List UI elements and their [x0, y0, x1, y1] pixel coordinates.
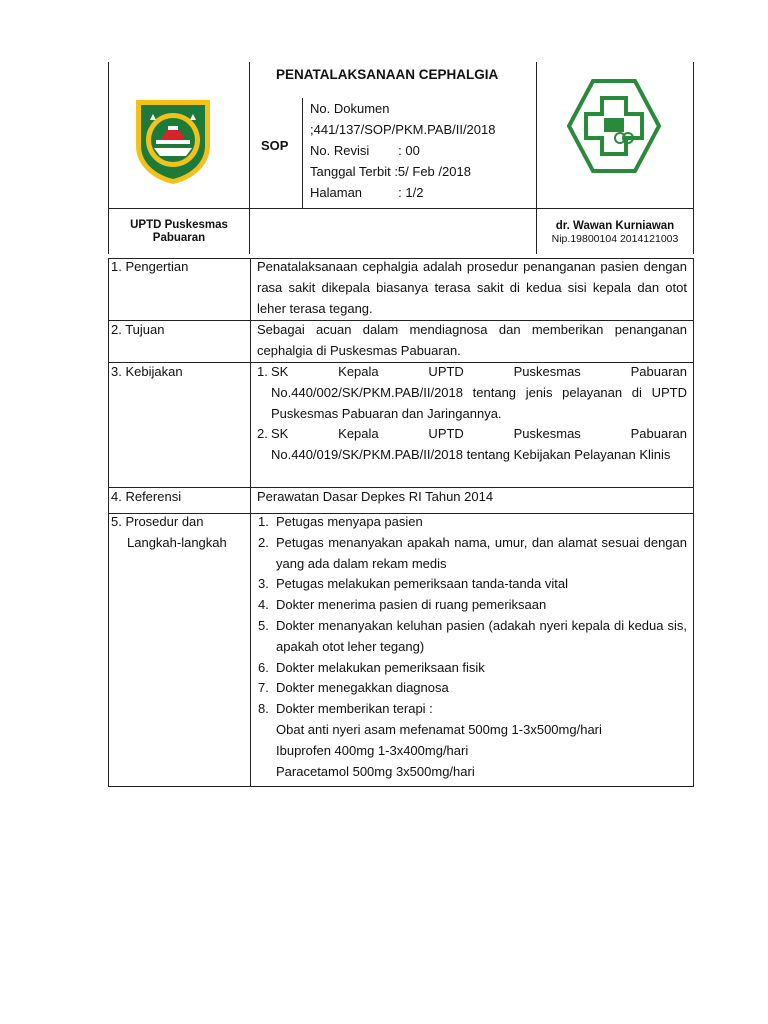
puskesmas-logo [566, 78, 662, 174]
kebijakan-label: 3. Kebijakan [111, 364, 183, 379]
list-item-number: 4. [258, 597, 269, 613]
list-item-text: Dokter memberikan terapi : [276, 701, 433, 717]
list-item-number: 8. [258, 701, 269, 717]
sop-label: SOP [261, 138, 289, 153]
issue-date: Tanggal Terbit :5/ Feb /2018 [310, 164, 471, 179]
drug-list [258, 720, 687, 782]
list-item-text: Petugas menyapa pasien [276, 514, 423, 529]
header-mid-rule [108, 208, 694, 209]
signer-nip: Nip.19800104 2014121003 [551, 233, 679, 245]
regional-emblem [130, 96, 216, 186]
organization-name [109, 219, 249, 245]
list-item-text: SK Kepala UPTD Puskesmas Pabuaran No.440/019/SK/PKM.PAB/II/2018 tentang Kebijakan Pelayanan Klinis [271, 426, 687, 463]
drug-item: Ibuprofen 400mg 1-3x400mg/hari [276, 742, 469, 758]
document-title: PENATALAKSANAAN CEPHALGIA [276, 67, 499, 82]
list-item [258, 595, 687, 616]
list-item-number: 5. [258, 617, 269, 633]
list-item-number: 1. [257, 364, 268, 379]
list-item [257, 362, 687, 424]
tujuan-label: 2. Tujuan [111, 322, 165, 337]
signer-name: dr. Wawan Kurniawan [555, 220, 675, 232]
organization-name-line1: UPTD Puskesmas [130, 219, 228, 231]
list-item-number: 3. [258, 576, 269, 592]
list-item-text: Dokter menerima pasien di ruang pemeriksaan [276, 597, 547, 613]
list-item [258, 616, 687, 658]
drug-item: Paracetamol 500mg 3x500mg/hari [276, 763, 475, 779]
list-item [257, 424, 687, 466]
header-divider-sop [302, 98, 303, 208]
organization-name-line2: Pabuaran [152, 232, 206, 244]
list-item [258, 512, 687, 533]
list-item-text: Dokter menegakkan diagnosa [276, 680, 449, 696]
list-item-number: 1. [258, 514, 269, 529]
page-number: Halaman : 1/2 [310, 185, 424, 200]
list-item-text: SK Kepala UPTD Puskesmas Pabuaran No.440/002/SK/PKM.PAB/II/2018 tentang jenis pelayanan di UPTD Puskesmas Pabuaran dan Jaringannya. [271, 364, 687, 421]
header-divider-logo [249, 62, 250, 254]
list-item-number: 2. [257, 426, 268, 442]
prosedur-label [111, 512, 227, 554]
tujuan-text: Sebagai acuan dalam mendiagnosa dan memberikan penanganan cephalgia di Puskesmas Pabuaran. [257, 322, 687, 358]
list-item-text: Petugas menanyakan apakah nama, umur, dan alamat sesuai dengan yang ada dalam rekam medis [276, 534, 687, 571]
prosedur-label-line1: 5. Prosedur dan [111, 514, 204, 529]
table-bottom-rule [108, 786, 694, 787]
list-item-number: 2. [258, 534, 269, 550]
signer-block [537, 220, 693, 246]
table-left-border [108, 258, 109, 787]
list-item [258, 699, 687, 720]
list-item-text: Dokter menanyakan keluhan pasien (adakah nyeri kepala di kedua sis, apakah otot leher tegang) [276, 617, 687, 654]
list-item [258, 678, 687, 699]
list-item-text: Dokter melakukan pemeriksaan fisik [276, 659, 485, 675]
kebijakan-list [257, 362, 687, 466]
pengertian-label: 1. Pengertian [111, 259, 189, 274]
list-item [258, 658, 687, 679]
header-right-border [693, 62, 694, 254]
referensi-text: Perawatan Dasar Depkes RI Tahun 2014 [257, 489, 494, 504]
drug-item: Obat anti nyeri asam mefenamat 500mg 1-3x500mg/hari [276, 721, 602, 737]
list-item [258, 533, 687, 575]
revision-number: No. Revisi : 00 [310, 143, 420, 158]
table-right-border [693, 258, 694, 787]
doc-number-label: No. Dokumen [310, 101, 390, 116]
list-item [258, 574, 687, 595]
pengertian-text: Penatalaksanaan cephalgia adalah prosedur penanganan pasien dengan rasa sakit dikepala biasanya terasa sakit di kedua sisi kepala dan otot leher terasa tegang. [257, 259, 687, 316]
prosedur-label-line2: Langkah-langkah [127, 534, 227, 550]
doc-number-value: ;441/137/SOP/PKM.PAB/II/2018 [310, 122, 496, 137]
referensi-label: 4. Referensi [111, 489, 182, 504]
list-item-text: Petugas melakukan pemeriksaan tanda-tanda vital [276, 576, 568, 592]
document-meta [310, 98, 534, 203]
table-mid-border [250, 258, 251, 787]
prosedur-steps [258, 512, 687, 782]
list-item-number: 6. [258, 659, 269, 675]
list-item-number: 7. [258, 680, 269, 696]
